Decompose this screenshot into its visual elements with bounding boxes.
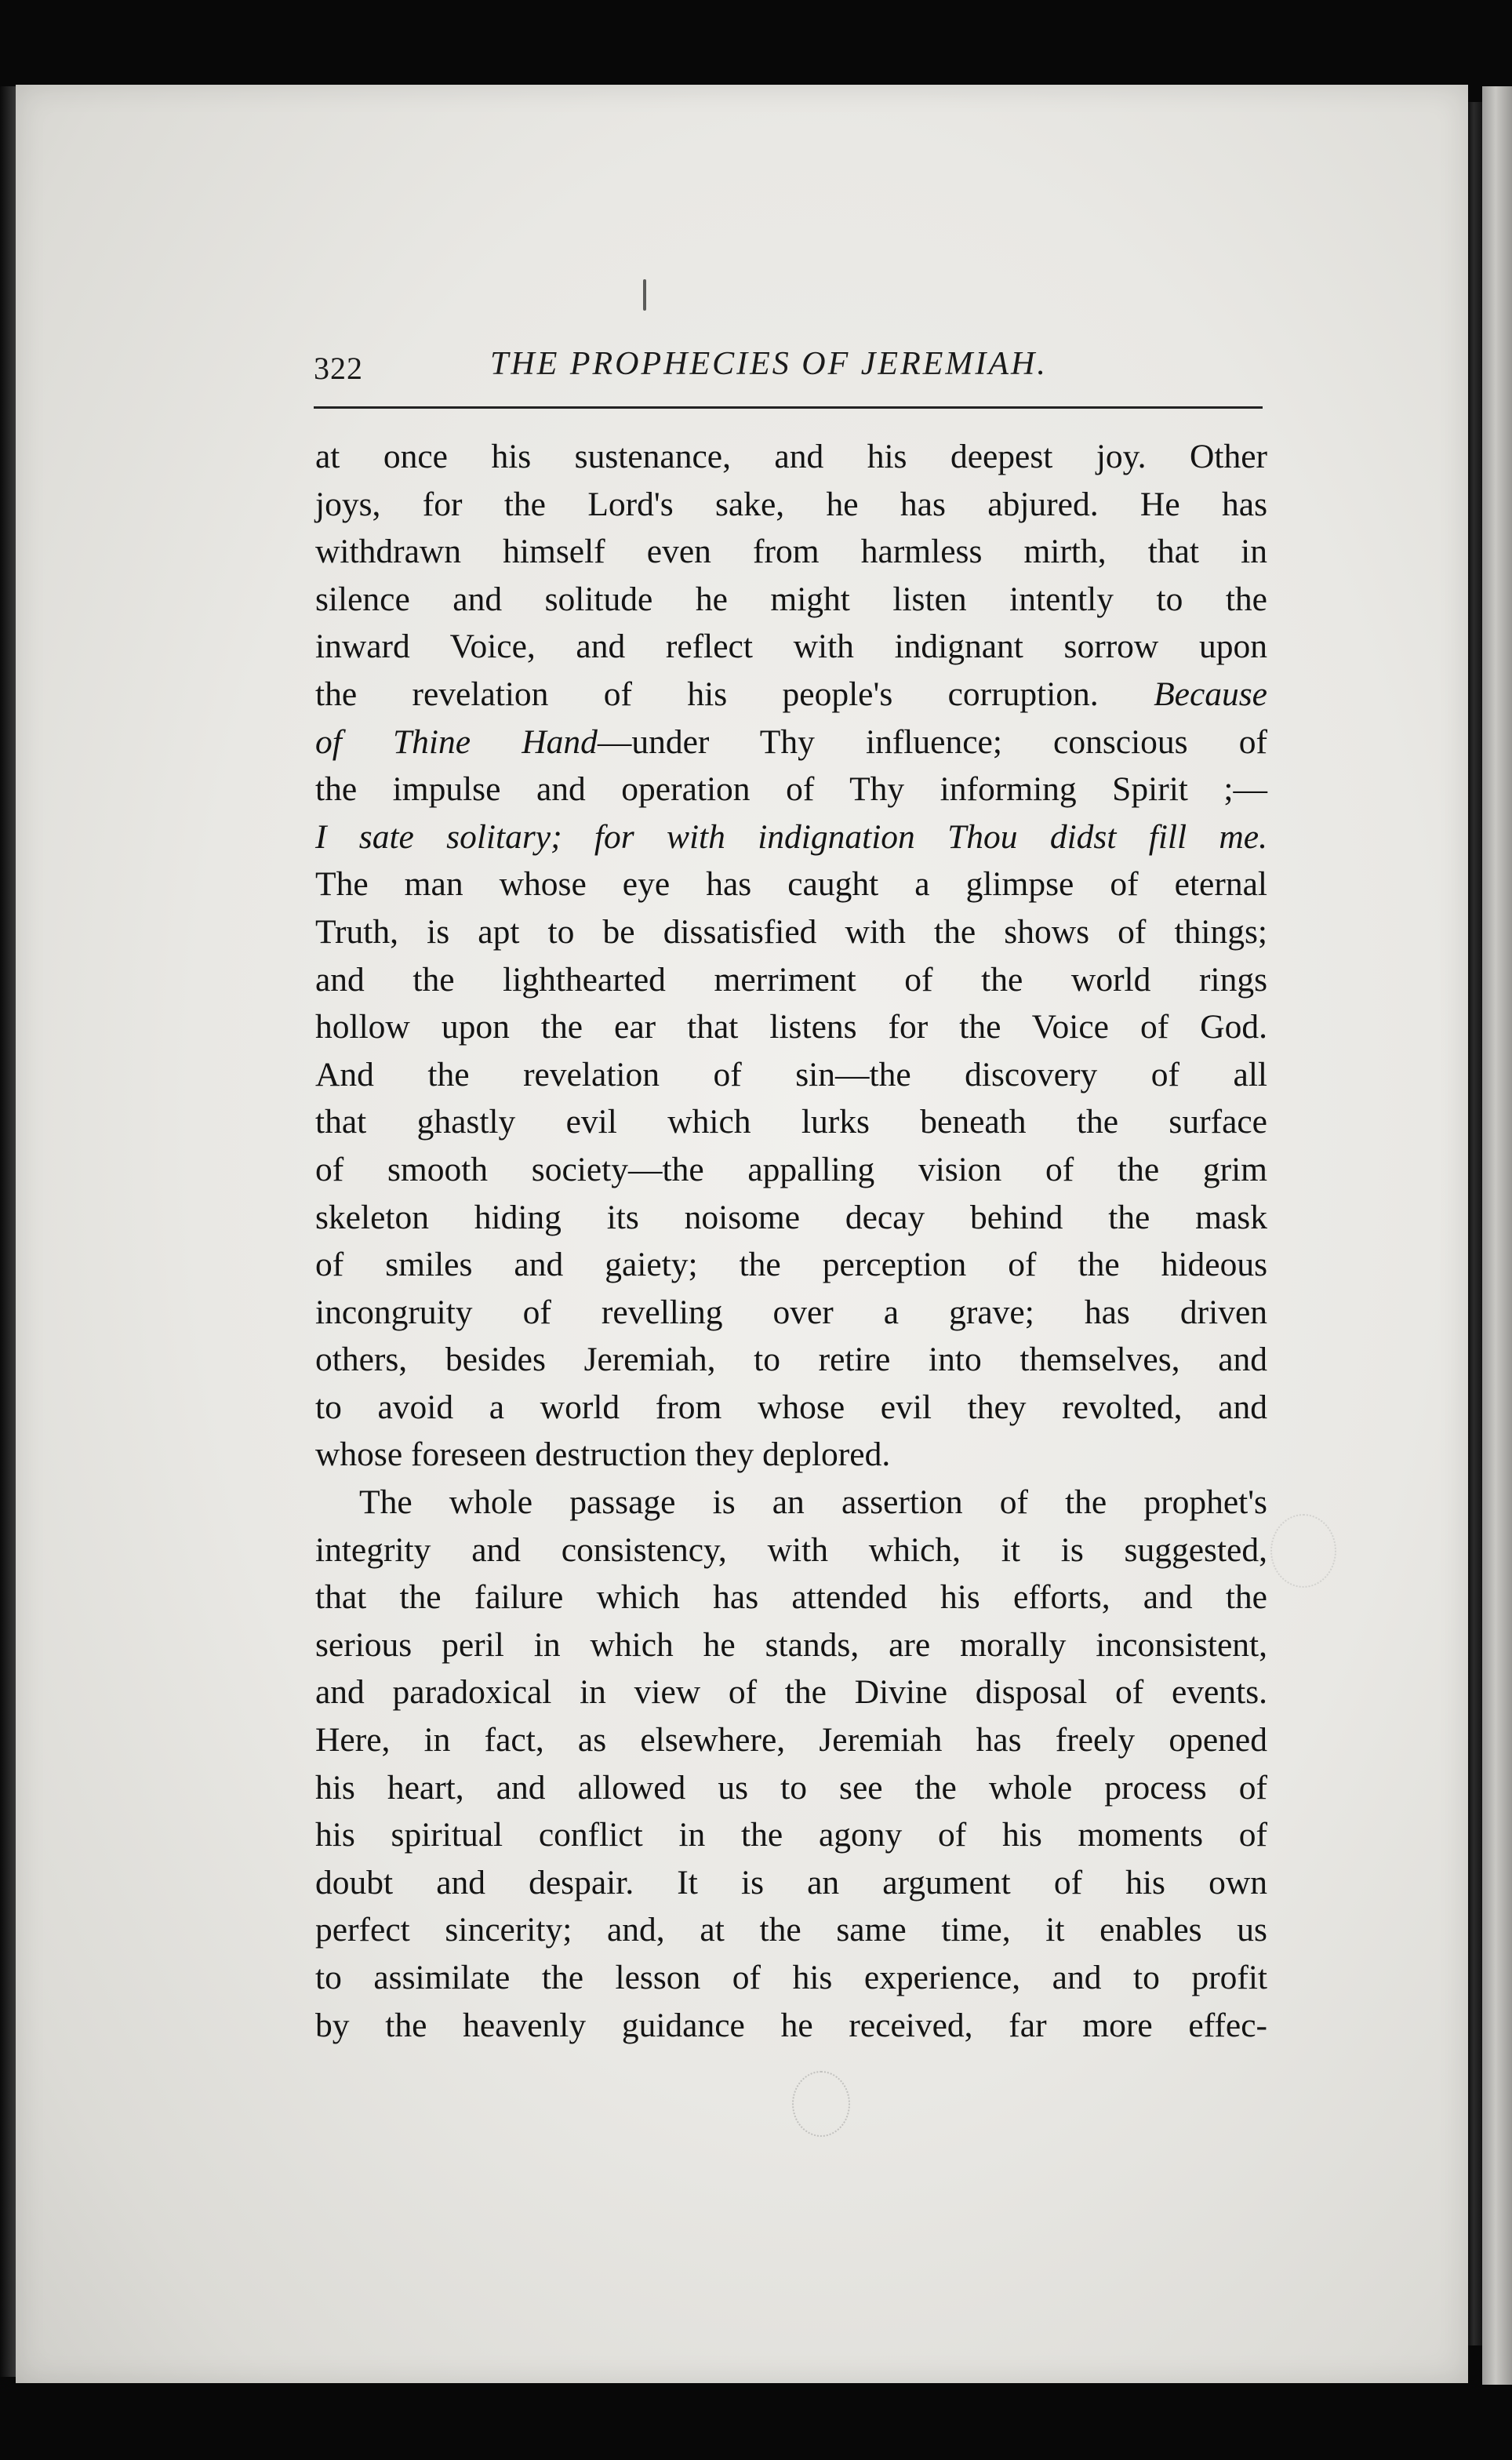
text-run: that ghastly evil which lurks beneath the surface: [315, 1103, 1267, 1141]
italic-text-run: I sate solitary; for with indignation Thou didst fill me.: [315, 817, 1267, 856]
text-run: The whole passage is an assertion of the prophet's: [359, 1483, 1267, 1522]
text-run: the revelation of his people's corruption.: [315, 675, 1154, 713]
text-line: [315, 1621, 1267, 1669]
text-run: of smiles and gaiety; the perception of the hideous: [315, 1246, 1267, 1284]
text-line: [315, 1051, 1267, 1099]
text-line: [315, 2002, 1267, 2050]
text-line: [315, 1954, 1267, 2002]
text-run: serious peril in which he stands, are morally inconsistent,: [315, 1625, 1267, 1664]
paragraph: [315, 433, 1267, 1479]
text-run: silence and solitude he might listen intently to the: [315, 580, 1267, 618]
text-line: [315, 766, 1267, 813]
running-head-title: THE PROPHECIES OF JEREMIAH.: [490, 346, 1048, 382]
text-line: [315, 623, 1267, 671]
facing-page-edge: [1482, 86, 1512, 2385]
text-line: [315, 1859, 1267, 1907]
text-run: integrity and consistency, with which, it is suggested,: [315, 1530, 1267, 1569]
text-run: by the heavenly guidance he received, far more effec-: [315, 2006, 1267, 2044]
text-run: hollow upon the ear that listens for the Voice of God.: [315, 1008, 1267, 1046]
text-line: [315, 1146, 1267, 1194]
text-line: [315, 861, 1267, 908]
text-run: others, besides Jeremiah, to retire into themselves, and: [315, 1341, 1267, 1379]
text-line: [315, 528, 1267, 576]
text-line: [315, 1906, 1267, 1954]
header-rule: [314, 406, 1263, 409]
facing-page-shadow: [1468, 102, 1482, 2345]
text-line: [315, 956, 1267, 1004]
running-head: [314, 345, 1263, 392]
text-run: of smooth society—the appalling vision of the grim: [315, 1150, 1267, 1188]
text-line: [315, 813, 1267, 861]
text-line: [315, 1384, 1267, 1432]
text-run: at once his sustenance, and his deepest joy. Other: [315, 438, 1267, 475]
text-line: [315, 1194, 1267, 1242]
text-run: whose foreseen destruction they deplored.: [315, 1436, 891, 1474]
text-run: skeleton hiding its noisome decay behind the mask: [315, 1198, 1267, 1236]
book-binding-edge: [0, 86, 17, 2377]
text-line: [315, 1669, 1267, 1716]
text-line: [315, 1811, 1267, 1859]
body-text: [315, 433, 1267, 2049]
text-run: and the lighthearted merriment of the world rings: [315, 960, 1267, 999]
text-run: joys, for the Lord's sake, he has abjured. He has: [315, 485, 1267, 523]
text-run: Truth, is apt to be dissatisfied with the shows of things;: [315, 912, 1267, 951]
text-line: [315, 576, 1267, 624]
text-line: [315, 1336, 1267, 1384]
text-line: [315, 1764, 1267, 1812]
text-run: And the revelation of sin—the discovery of all: [315, 1055, 1267, 1094]
page-number: 322: [314, 351, 363, 386]
text-line: [315, 1527, 1267, 1574]
text-run: and paradoxical in view of the Divine disposal of events.: [315, 1673, 1267, 1712]
text-line: [315, 908, 1267, 956]
text-run: to avoid a world from whose evil they revolted, and: [315, 1388, 1267, 1426]
text-line: [315, 433, 1267, 481]
text-run: The man whose eye has caught a glimpse of eternal: [315, 865, 1267, 904]
italic-text-run: of Thine Hand: [315, 722, 598, 761]
text-run: Here, in fact, as elsewhere, Jeremiah has freely opened: [315, 1721, 1267, 1759]
text-run: perfect sincerity; and, at the same time, it enables us: [315, 1911, 1267, 1949]
text-run: that the failure which has attended his efforts, and the: [315, 1578, 1267, 1617]
text-line: [315, 1716, 1267, 1764]
text-run: —under Thy influence; conscious of: [597, 722, 1267, 761]
text-line: [315, 1241, 1267, 1289]
text-line: [315, 1574, 1267, 1621]
text-run: inward Voice, and reflect with indignant sorrow upon: [315, 628, 1267, 666]
text-line: [315, 1431, 1267, 1479]
text-line: [315, 1003, 1267, 1051]
text-run: incongruity of revelling over a grave; has driven: [315, 1293, 1267, 1331]
text-run: doubt and despair. It is an argument of his own: [315, 1863, 1267, 1901]
text-line: [315, 671, 1267, 719]
text-line: [315, 719, 1267, 766]
text-line: [315, 481, 1267, 529]
text-run: withdrawn himself even from harmless mirth, that in: [315, 533, 1267, 571]
text-line: [315, 1289, 1267, 1337]
text-run: his heart, and allowed us to see the whole process of: [315, 1768, 1267, 1807]
text-run: his spiritual conflict in the agony of his moments of: [315, 1816, 1267, 1854]
italic-text-run: Because: [1154, 675, 1267, 713]
text-run: to assimilate the lesson of his experience, and to profit: [315, 1959, 1267, 1996]
paragraph: [315, 1479, 1267, 2049]
text-line: [315, 1479, 1267, 1527]
text-line: [315, 1098, 1267, 1146]
text-run: the impulse and operation of Thy informing Spirit ;—: [315, 770, 1267, 809]
